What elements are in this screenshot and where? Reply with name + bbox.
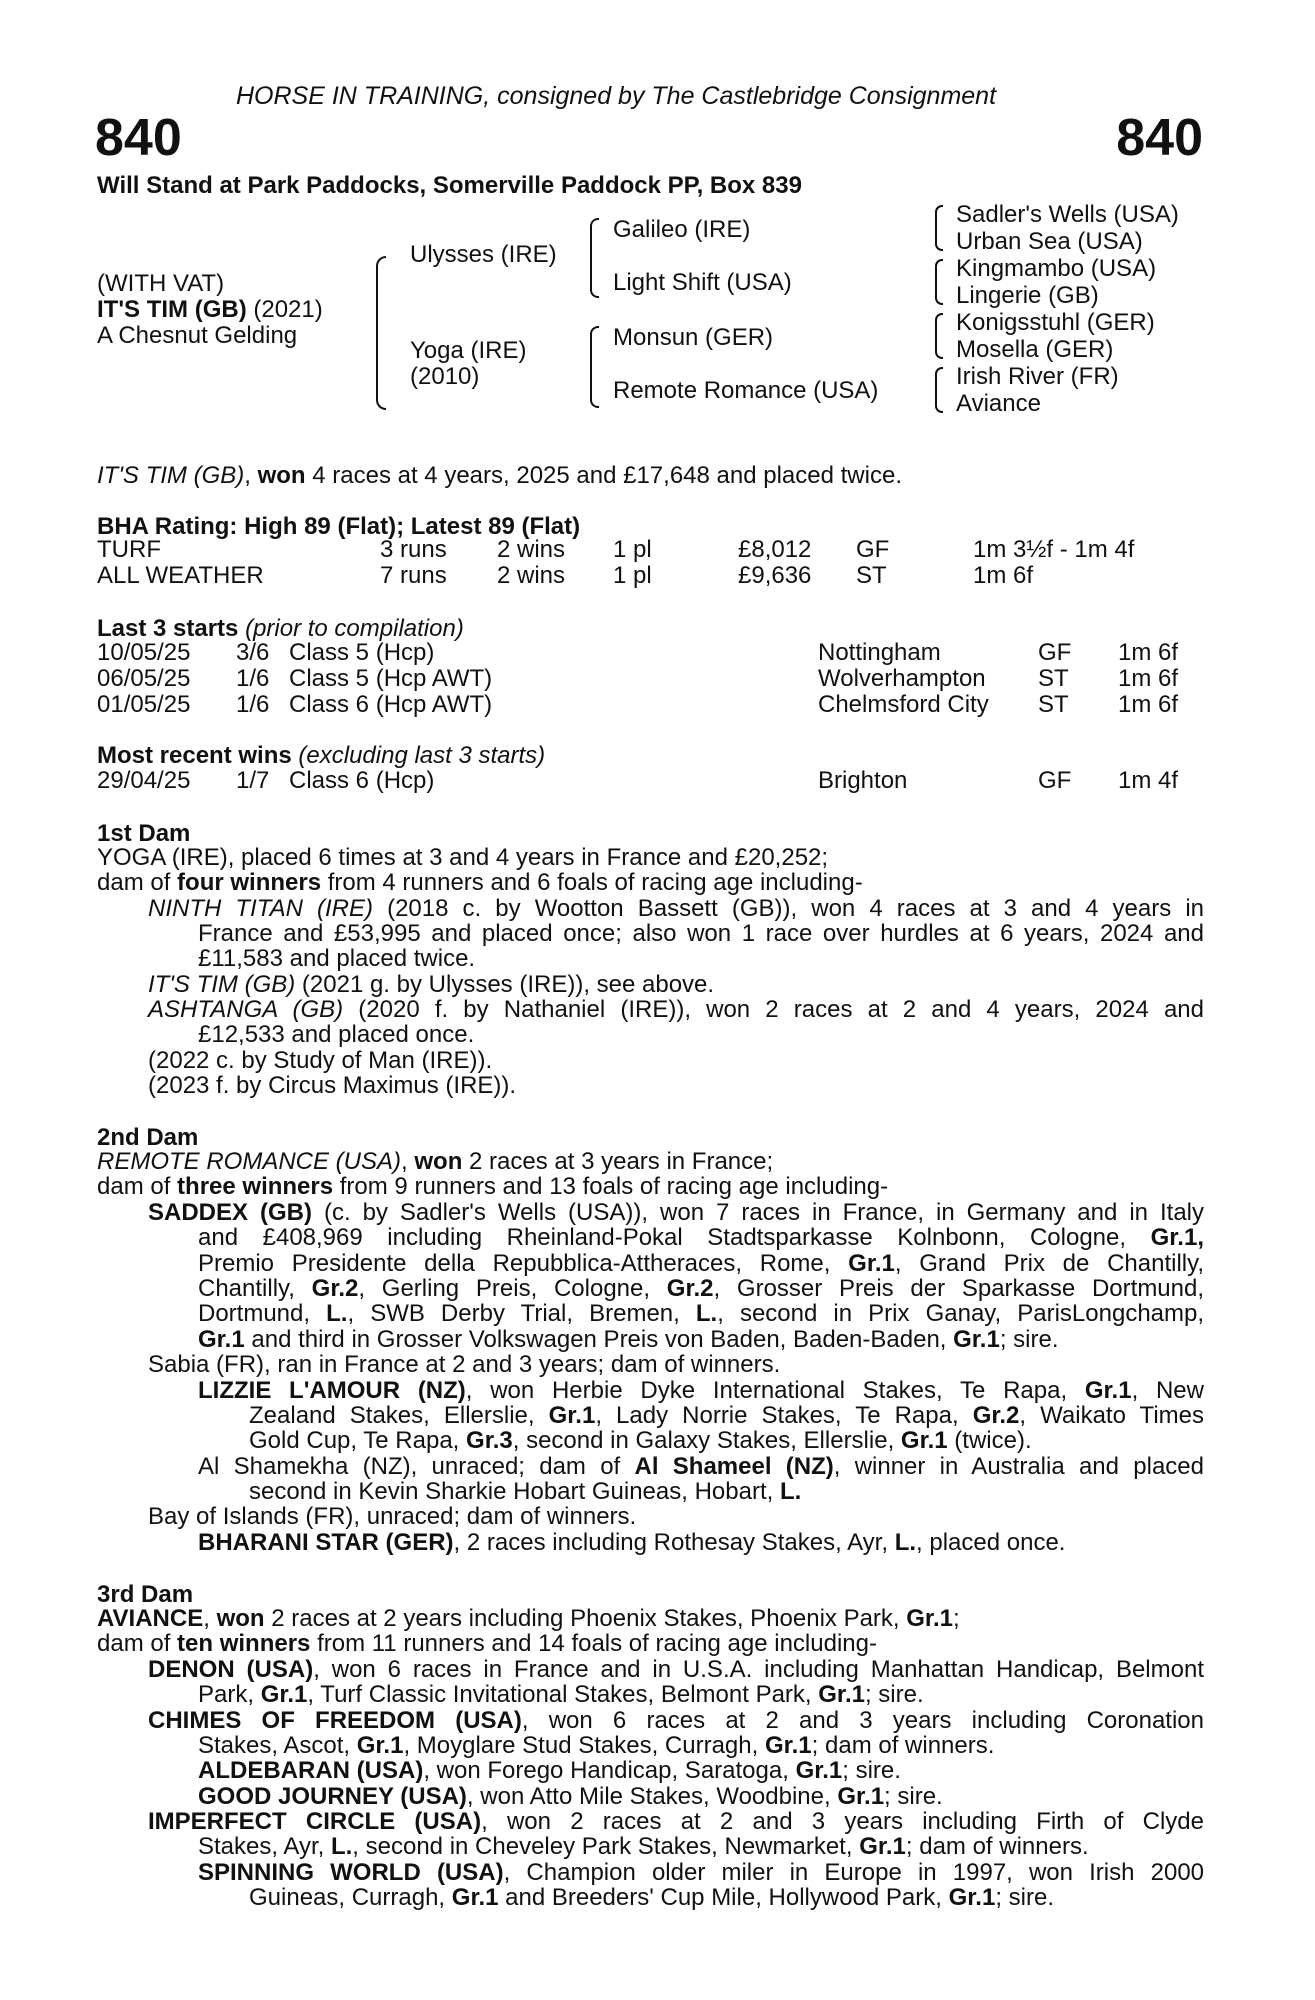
dam-year: (2010) <box>410 363 480 390</box>
text: , second in Prix Ganay, ParisLongchamp, <box>717 1300 1205 1327</box>
winner-name: ALDEBARAN (USA) <box>198 1757 424 1784</box>
grade: Gr.1 <box>764 1732 812 1759</box>
grade: Gr.1 <box>818 1681 865 1708</box>
summary-horse-name: IT'S TIM (GB) <box>97 462 245 489</box>
start-class: Class 6 (Hcp AWT) <box>289 691 493 718</box>
text: , won 6 races at 2 and 3 years including Coronation <box>521 1707 1205 1734</box>
goodjourney-line <box>198 1784 943 1810</box>
saddex-line1 <box>148 1200 1204 1226</box>
dam2-line1 <box>97 1149 773 1175</box>
winner-name: LIZZIE L'AMOUR (NZ) <box>198 1377 466 1404</box>
rating-going: ST <box>856 562 887 589</box>
dam2-line2 <box>97 1174 888 1200</box>
rating-wins: 2 wins <box>497 562 566 589</box>
recent-note: (excluding last 3 starts) <box>298 742 546 769</box>
text: second in Kevin Sharkie Hobart Guineas, Hobart, <box>249 1478 780 1505</box>
grade: Gr.1 <box>260 1681 308 1708</box>
grade: L. <box>326 1300 348 1327</box>
text: , Grosser Preis der Sparkasse Dortmund, <box>713 1275 1205 1302</box>
grade: Gr.1 <box>451 1884 499 1911</box>
great-grandparent-4: Lingerie (GB) <box>956 282 1099 309</box>
text: , Champion older miler in Europe in 1997, won Irish 2000 <box>503 1859 1205 1886</box>
text: , won 6 races in France and in U.S.A. including Manhattan Handicap, Belmont <box>313 1656 1204 1683</box>
winners-count: ten winners <box>177 1630 311 1657</box>
great-grandparent-1: Sadler's Wells (USA) <box>956 201 1179 228</box>
start-position: 1/6 <box>236 665 270 692</box>
text: ; dam of winners. <box>811 1732 995 1759</box>
winner-name: SADDEX (GB) <box>148 1199 312 1226</box>
lizzie-line1 <box>198 1378 1204 1404</box>
stand-line: Will Stand at Park Paddocks, Somerville Paddock PP, Box 839 <box>97 172 802 199</box>
winners-count: four winners <box>177 869 322 896</box>
grade: L. <box>779 1478 802 1505</box>
text: dam of <box>97 869 178 896</box>
rating-placed: 1 pl <box>613 562 652 589</box>
grade: Gr.1 <box>1084 1377 1132 1404</box>
start-distance: 1m 6f <box>1118 639 1179 666</box>
text: Al Shamekha (NZ), unraced; dam of <box>198 1453 635 1480</box>
great-grandparent-7: Irish River (FR) <box>956 363 1119 390</box>
recent-date: 29/04/25 <box>97 767 191 794</box>
great-grandparent-6: Mosella (GER) <box>956 336 1114 363</box>
sabia-line: Sabia (FR), ran in France at 2 and 3 years; dam of winners. <box>148 1351 781 1378</box>
chimes-line1 <box>148 1708 1204 1734</box>
text: from 4 runners and 6 foals of racing age including- <box>321 869 863 896</box>
horse-description: A Chesnut Gelding <box>97 322 298 349</box>
text: , Lady Norrie Stakes, Te Rapa, <box>595 1402 973 1429</box>
text: (2020 f. by Nathaniel (IRE)), won 2 races at 2 and 4 years, 2024 and <box>343 996 1204 1023</box>
summary-rest: 4 races at 4 years, 2025 and £17,648 and placed twice. <box>312 462 902 489</box>
start-date: 10/05/25 <box>97 639 191 666</box>
text: and third in Grosser Volkswagen Preis von Baden, Baden-Baden, <box>244 1326 954 1353</box>
text: , <box>203 1605 217 1632</box>
rating-title: BHA Rating: High 89 (Flat); Latest 89 (Flat) <box>97 513 581 540</box>
dam1-title: 1st Dam <box>97 820 191 847</box>
spinning-line1 <box>198 1860 1204 1886</box>
vat-label: (WITH VAT) <box>97 270 225 297</box>
grade: Gr.1 <box>356 1732 404 1759</box>
text: Gold Cup, Te Rapa, <box>249 1427 467 1454</box>
text: dam of <box>97 1630 178 1657</box>
rating-placed: 1 pl <box>613 536 652 563</box>
text: Stakes, Ayr, <box>198 1833 331 1860</box>
text: ; sire. <box>864 1681 924 1708</box>
produce-name: NINTH TITAN (IRE) <box>148 895 374 922</box>
pedigree-brace-gg4 <box>935 367 943 413</box>
won-label: won <box>216 1605 265 1632</box>
text: , won Herbie Dyke International Stakes, Te Rapa, <box>465 1377 1085 1404</box>
grade: Gr.2 <box>666 1275 714 1302</box>
start-going: ST <box>1038 691 1069 718</box>
text: ; dam of winners. <box>905 1833 1089 1860</box>
text: , winner in Australia and placed <box>833 1453 1204 1480</box>
recent-class: Class 6 (Hcp) <box>289 767 435 794</box>
text: ; <box>952 1605 960 1632</box>
dam3-title: 3rd Dam <box>97 1581 194 1608</box>
rating-distance: 1m 3½f - 1m 4f <box>973 536 1135 563</box>
text: , <box>401 1148 415 1175</box>
grandsire-1: Galileo (IRE) <box>613 216 751 243</box>
winner-name: GOOD JOURNEY (USA) <box>198 1783 467 1810</box>
text: from 11 runners and 14 foals of racing age including- <box>310 1630 877 1657</box>
start-course: Wolverhampton <box>818 665 986 692</box>
rating-prize: £8,012 <box>738 536 812 563</box>
great-grandparent-8: Aviance <box>956 390 1041 417</box>
text: ; sire. <box>884 1783 943 1810</box>
dam1-line2 <box>97 870 863 896</box>
grade: L. <box>695 1300 718 1327</box>
dam1-produce-5: (2023 f. by Circus Maximus (IRE)). <box>148 1072 517 1099</box>
text: ; sire. <box>842 1757 901 1784</box>
pedigree-brace-sire <box>590 218 599 298</box>
text: , SWB Derby Trial, Bremen, <box>347 1300 696 1327</box>
text: 2 races at 3 years in France; <box>462 1148 774 1175</box>
text: , 2 races including Rothesay Stakes, Ayr, <box>453 1529 895 1556</box>
grade: Gr.1 <box>198 1326 245 1353</box>
race-summary: IT'S TIM (GB), won 4 races at 4 years, 2025 and £17,648 and placed twice. <box>97 462 902 489</box>
saddex-line6 <box>198 1327 1059 1353</box>
start-going: ST <box>1038 665 1069 692</box>
text: (twice). <box>947 1427 1032 1454</box>
text: ; sire. <box>995 1884 1054 1911</box>
chimes-line2 <box>198 1733 994 1759</box>
saddex-line2 <box>198 1225 1204 1251</box>
start-class: Class 5 (Hcp AWT) <box>289 665 493 692</box>
text: , second in Galaxy Stakes, Ellerslie, <box>512 1427 901 1454</box>
dam3-line2 <box>97 1631 877 1657</box>
dam2-title: 2nd Dam <box>97 1124 199 1151</box>
text: (c. by Sadler's Wells (USA)), won 7 races in France, in Germany and in Italy <box>311 1199 1204 1226</box>
start-distance: 1m 6f <box>1118 691 1179 718</box>
lot-number-left: 840 <box>95 109 182 167</box>
text: Guineas, Curragh, <box>249 1884 452 1911</box>
start-course: Chelmsford City <box>818 691 989 718</box>
winner-name: DENON (USA) <box>148 1656 314 1683</box>
start-date: 06/05/25 <box>97 665 191 692</box>
text: , Waikato Times <box>1019 1402 1204 1429</box>
rating-prize: £9,636 <box>738 562 812 589</box>
grade: Gr.1, <box>1150 1224 1204 1251</box>
start-position: 3/6 <box>236 639 270 666</box>
text: 2 races at 2 years including Phoenix Stakes, Phoenix Park, <box>264 1605 907 1632</box>
text: dam of <box>97 1173 178 1200</box>
text: , Gerling Preis, Cologne, <box>358 1275 667 1302</box>
grade: Gr.1 <box>948 1884 996 1911</box>
text: Chantilly, <box>198 1275 312 1302</box>
grade: Gr.3 <box>466 1427 513 1454</box>
great-grandparent-2: Urban Sea (USA) <box>956 228 1143 255</box>
rating-runs: 7 runs <box>380 562 447 589</box>
text: Dortmund, <box>198 1300 327 1327</box>
saddex-line4 <box>198 1276 1204 1302</box>
text: (2018 c. by Wootton Bassett (GB)), won 4 races at 3 and 4 years in <box>373 895 1205 922</box>
bay-line: Bay of Islands (FR), unraced; dam of winners. <box>148 1503 637 1530</box>
dam-name: REMOTE ROMANCE (USA) <box>97 1148 402 1175</box>
text: and £408,969 including Rheinland-Pokal Stadtsparkasse Kolnbonn, Cologne, <box>198 1224 1151 1251</box>
grade: L. <box>894 1529 917 1556</box>
dam1-produce-1-cont: France and £53,995 and placed once; also won 1 race over hurdles at 6 years, 2024 and <box>198 920 1204 947</box>
horse-year: (2021) <box>253 296 323 323</box>
spinning-line2 <box>249 1885 1054 1911</box>
last3-note: (prior to compilation) <box>245 615 464 642</box>
text: , Grand Prix de Chantilly, <box>894 1250 1205 1277</box>
grade: Gr.2 <box>972 1402 1020 1429</box>
lizzie-line2 <box>249 1403 1204 1429</box>
great-grandparent-3: Kingmambo (USA) <box>956 255 1157 282</box>
consignment-line: HORSE IN TRAINING, consigned by The Castlebridge Consignment <box>236 82 997 110</box>
grade: L. <box>330 1833 353 1860</box>
rating-wins: 2 wins <box>497 536 566 563</box>
horse-name-line <box>97 297 323 323</box>
text: , placed once. <box>916 1529 1066 1556</box>
granddam-1: Light Shift (USA) <box>613 269 792 296</box>
imperfect-line1 <box>148 1809 1204 1835</box>
start-date: 01/05/25 <box>97 691 191 718</box>
start-course: Nottingham <box>818 639 941 666</box>
won-label: won <box>414 1148 463 1175</box>
grade: Gr.1 <box>900 1427 948 1454</box>
grandsire-2: Monsun (GER) <box>613 324 774 351</box>
text: , won 2 races at 2 and 3 years including Firth of Clyde <box>481 1808 1204 1835</box>
denon-line1 <box>148 1657 1204 1683</box>
lizzie-line3 <box>249 1428 1032 1454</box>
start-going: GF <box>1038 639 1072 666</box>
grade: Gr.1 <box>795 1757 843 1784</box>
winners-count: three winners <box>177 1173 334 1200</box>
grade: Gr.1 <box>906 1605 953 1632</box>
rating-distance: 1m 6f <box>973 562 1034 589</box>
pedigree-brace-gg2 <box>935 259 943 305</box>
dam-name: AVIANCE <box>97 1605 204 1632</box>
text: , won Forego Handicap, Saratoga, <box>423 1757 796 1784</box>
pedigree-brace-gg3 <box>935 313 943 359</box>
produce-name: IT'S TIM (GB) <box>148 971 296 998</box>
recent-going: GF <box>1038 767 1072 794</box>
winner-name: IMPERFECT CIRCLE (USA) <box>148 1808 482 1835</box>
text: (2021 g. by Ulysses (IRE)), see above. <box>295 971 715 998</box>
winner-name: SPINNING WORLD (USA) <box>198 1859 504 1886</box>
recent-position: 1/7 <box>236 767 270 794</box>
rating-surface: TURF <box>97 536 161 563</box>
dam3-line1 <box>97 1606 960 1632</box>
pedigree-brace-dam <box>590 326 599 408</box>
dam1-produce-3-cont: £12,533 and placed once. <box>198 1021 475 1048</box>
great-grandparent-5: Konigsstuhl (GER) <box>956 309 1155 336</box>
rating-going: GF <box>856 536 890 563</box>
text: Stakes, Ascot, <box>198 1732 357 1759</box>
text: , Moyglare Stud Stakes, Curragh, <box>403 1732 765 1759</box>
rating-runs: 3 runs <box>380 536 447 563</box>
recent-heading <box>97 743 545 769</box>
dam1-produce-1 <box>148 896 1204 922</box>
recent-distance: 1m 4f <box>1118 767 1179 794</box>
dam-name: Yoga (IRE) <box>410 337 527 364</box>
text: Premio Presidente della Repubblica-Attheraces, Rome, <box>198 1250 849 1277</box>
aldebaran-line <box>198 1758 901 1784</box>
text: from 9 runners and 13 foals of racing age including- <box>333 1173 889 1200</box>
text: Park, <box>198 1681 261 1708</box>
pedigree-brace-gg1 <box>935 205 943 251</box>
lot-number-right: 840 <box>1116 109 1203 167</box>
start-distance: 1m 6f <box>1118 665 1179 692</box>
horse-name: IT'S TIM (GB) <box>97 296 247 323</box>
grade: Gr.2 <box>311 1275 359 1302</box>
summary-won: won <box>257 462 306 489</box>
sire-name: Ulysses (IRE) <box>410 241 557 268</box>
text: , Turf Classic Invitational Stakes, Belmont Park, <box>307 1681 819 1708</box>
dam1-produce-1-cont2: £11,583 and placed twice. <box>198 945 476 972</box>
imperfect-line2 <box>198 1834 1089 1860</box>
grade: Gr.1 <box>859 1833 906 1860</box>
recent-title: Most recent wins <box>97 742 292 769</box>
text: , second in Cheveley Park Stakes, Newmarket, <box>352 1833 860 1860</box>
start-position: 1/6 <box>236 691 270 718</box>
last3-title: Last 3 starts <box>97 615 239 642</box>
text: ; sire. <box>999 1326 1059 1353</box>
winner-name: BHARANI STAR (GER) <box>198 1529 454 1556</box>
text: , won Atto Mile Stakes, Woodbine, <box>466 1783 838 1810</box>
dam1-produce-2 <box>148 972 714 998</box>
alshamekha-line1 <box>198 1454 1204 1480</box>
alshamekha-line2 <box>249 1479 801 1505</box>
grade: Gr.1 <box>848 1250 895 1277</box>
granddam-2: Remote Romance (USA) <box>613 377 879 404</box>
grade: Gr.1 <box>548 1402 596 1429</box>
denon-line2 <box>198 1682 924 1708</box>
text: , New <box>1131 1377 1204 1404</box>
start-class: Class 5 (Hcp) <box>289 639 435 666</box>
saddex-line5 <box>198 1301 1204 1327</box>
grade: Gr.1 <box>953 1326 1000 1353</box>
grade: Gr.1 <box>837 1783 885 1810</box>
bharani-line <box>198 1530 1065 1556</box>
dam1-produce-4: (2022 c. by Study of Man (IRE)). <box>148 1047 493 1074</box>
produce-name: ASHTANGA (GB) <box>148 996 344 1023</box>
dam1-line1: YOGA (IRE), placed 6 times at 3 and 4 years in France and £20,252; <box>97 844 829 871</box>
recent-course: Brighton <box>818 767 908 794</box>
dam1-produce-3 <box>148 997 1204 1023</box>
winner-name: CHIMES OF FREEDOM (USA) <box>148 1707 522 1734</box>
rating-surface: ALL WEATHER <box>97 562 264 589</box>
text: Zealand Stakes, Ellerslie, <box>249 1402 549 1429</box>
saddex-line3 <box>198 1251 1204 1277</box>
text: and Breeders' Cup Mile, Hollywood Park, <box>498 1884 949 1911</box>
winner-name: Al Shameel (NZ) <box>634 1453 834 1480</box>
pedigree-brace-main <box>376 256 386 410</box>
